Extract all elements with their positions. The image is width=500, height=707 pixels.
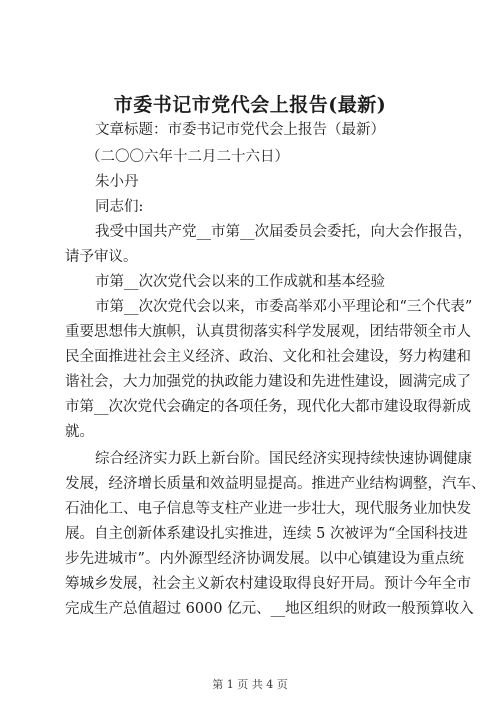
paragraph-line: 展。自主创新体系建设扎实推进，连续 5 次被评为“全国科技进 <box>65 526 468 542</box>
paragraph-line: 完成生产总值超过 6000 亿元、__地区组织的财政一般预算收入 <box>65 601 474 617</box>
paragraph-line: 就。 <box>65 424 94 440</box>
page-number: 第 1 页 共 4 页 <box>212 678 288 691</box>
document-title: 市委书记市党代会上报告(最新) <box>113 94 387 116</box>
document-date: （二〇〇六年十二月二十六日） <box>86 149 289 165</box>
intro-line: 我受中国共产党__市第__次届委员会委托，向大会作报告， <box>95 224 472 240</box>
paragraph-line: 发展，经济增长质量和效益明显提高。推进产业结构调整，汽车、 <box>65 476 486 492</box>
paragraph-line: 综合经济实力跃上新台阶。国民经济实现持续快速协调健康 <box>95 451 472 467</box>
document-author: 朱小丹 <box>95 174 139 190</box>
paragraph-line: 筹城乡发展，社会主义新农村建设取得良好开局。预计今年全市 <box>65 576 471 592</box>
intro-line: 请予审议。 <box>65 249 138 265</box>
paragraph-line: 步先进城市”。内外源型经济协调发展。以中心镇建设为重点统 <box>65 551 464 567</box>
section-heading: 市第__次次党代会以来的工作成就和基本经验 <box>95 274 385 290</box>
meta-title: 文章标题：市委书记市党代会上报告（最新） <box>95 122 385 138</box>
paragraph-line: 谐社会，大力加强党的执政能力建设和先进性建设，圆满完成了 <box>65 374 471 390</box>
paragraph-line: 市第__次次党代会以来，市委高举邓小平理论和“三个代表” <box>95 299 473 315</box>
salutation: 同志们: <box>95 199 144 215</box>
paragraph-line: 市第__次次党代会确定的各项任务，现代化大都市建设取得新成 <box>65 399 471 415</box>
paragraph-line: 重要思想伟大旗帜，认真贯彻落实科学发展观，团结带领全市人 <box>65 324 471 340</box>
paragraph-line: 石油化工、电子信息等支柱产业进一步壮大，现代服务业加快发 <box>65 501 471 517</box>
paragraph-line: 民全面推进社会主义经济、政治、文化和社会建设，努力构建和 <box>65 349 471 365</box>
